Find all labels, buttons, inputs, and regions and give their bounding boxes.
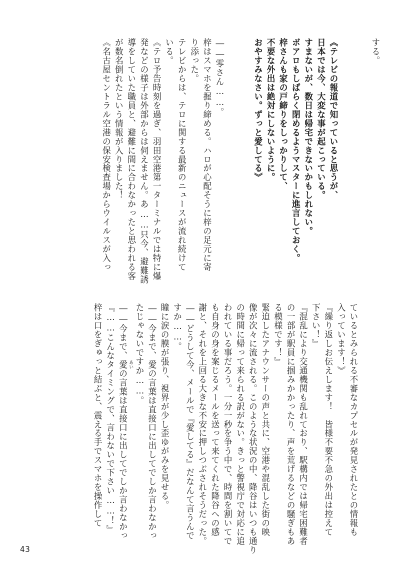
text-line: ――今まで、愛の言葉は直接口に出してでしか言わなかっ: [147, 303, 158, 540]
text-part: の言葉は直接口に出してでしか言わなかっ: [118, 369, 129, 540]
narration-lower-block: [92, 303, 360, 553]
text-line: 謝と、それを上回る大きな不安に押しつぶされそうだった。: [197, 303, 208, 546]
text-line: 像が次々に流される。このような状況の中、降谷はいつも通り: [248, 303, 259, 555]
text-line: 《テレビの報道で知っていると思うが、: [329, 38, 339, 200]
text-part: ――今まで、: [118, 303, 129, 361]
text-line: の時間に帰って来られる訳がない。きっと警視庁で対応に追: [235, 303, 246, 546]
tv-broadcast-block: [252, 38, 340, 295]
text-line: る模様です！』: [273, 303, 284, 366]
text-line: 『……こんなタイミングで、言わないで下さい……！』: [105, 303, 116, 535]
text-line: ――零さん……。: [215, 38, 225, 117]
text-line: すまないが、数日は帰宅できないかもしれない。: [303, 38, 314, 236]
text-line: 《名古屋セントラル空港の保安検査場からウイルスが入っ: [101, 38, 112, 272]
text-line: 《テロ予告時刻を過ぎ、羽田空港第一ターミナルでは特に爆: [152, 38, 163, 281]
page-number: 43: [20, 545, 31, 554]
text-line: も自身の身を案じるメールを送って来てくれた降谷への感: [210, 303, 221, 537]
ruby-base: 愛: [118, 360, 129, 370]
text-upper-col-1: [369, 38, 382, 295]
text-line: すか……。: [172, 303, 183, 352]
text-line: り添った。: [189, 38, 200, 83]
ruby-reading: あい: [128, 360, 134, 370]
text-line: テレビからは、テロに関する最新のニュースが流れ続けて: [177, 38, 188, 272]
text-line: 瞳に涙の膜が張り、視界が少し歪ゆがみを見せる。: [160, 303, 171, 510]
text-line: ているとみられる不審なカプセルが発見されたとの情報も: [349, 303, 359, 537]
text-line: 梓はスマホを握り締める。ハロが心配そうに梓の足元に寄: [202, 38, 213, 272]
text-line: 緊迫したアナウンサーの声と共に、空港や混乱した街の映: [260, 303, 271, 537]
text-line: いる。: [164, 38, 175, 65]
text-line: 下さい！』: [311, 303, 322, 348]
text-line: ボアロもしばらく閉めるようマスターに進言しておく。: [291, 38, 302, 263]
text-line: 日本では今、大変な事が起こっている。: [316, 38, 327, 200]
text-line: 発などの様子は外部からは伺えません。あ……只今、避難誘: [139, 38, 150, 284]
text-line: [117, 303, 134, 553]
text-line: 梓さんも家の戸締りをしっかりして、: [278, 38, 289, 191]
narration-upper-block: [100, 38, 226, 295]
text-line: たじゃないですか……。: [134, 303, 145, 406]
text-line: 梓は口をぎゅっと結ぶと、震える手でスマホを操作して: [93, 303, 104, 528]
text-line: 導をしていた職員と、避難に間に合わなかったと思われる客: [126, 38, 137, 281]
text-line: 『繰り返しお伝えします！ 皆様不要不急の外出は控えて: [323, 303, 334, 537]
text-line: われている事だろう。一分一秒を争う中で、時間を割いてで: [223, 303, 234, 546]
text-line: する。: [371, 38, 381, 65]
text-line: 入っています！》: [336, 303, 347, 375]
text-line: 不要な外出は絶対にしないように。: [266, 38, 277, 182]
text-line: おやすみなさい。ずっと愛してる》: [253, 38, 264, 182]
text-line: ――どうして今、メールで『愛してる』だなんて言うんで: [185, 303, 196, 540]
ruby-word: [118, 360, 134, 370]
text-line: の一部が駅員に掴みかかったり、声を荒げるなどの騒ぎもあ: [286, 303, 297, 546]
text-line: 『混乱により交通機関も乱れており、駅構内では帰宅困難者: [298, 303, 309, 546]
text-line: が数名倒れたという情報が入りました！: [114, 38, 125, 200]
